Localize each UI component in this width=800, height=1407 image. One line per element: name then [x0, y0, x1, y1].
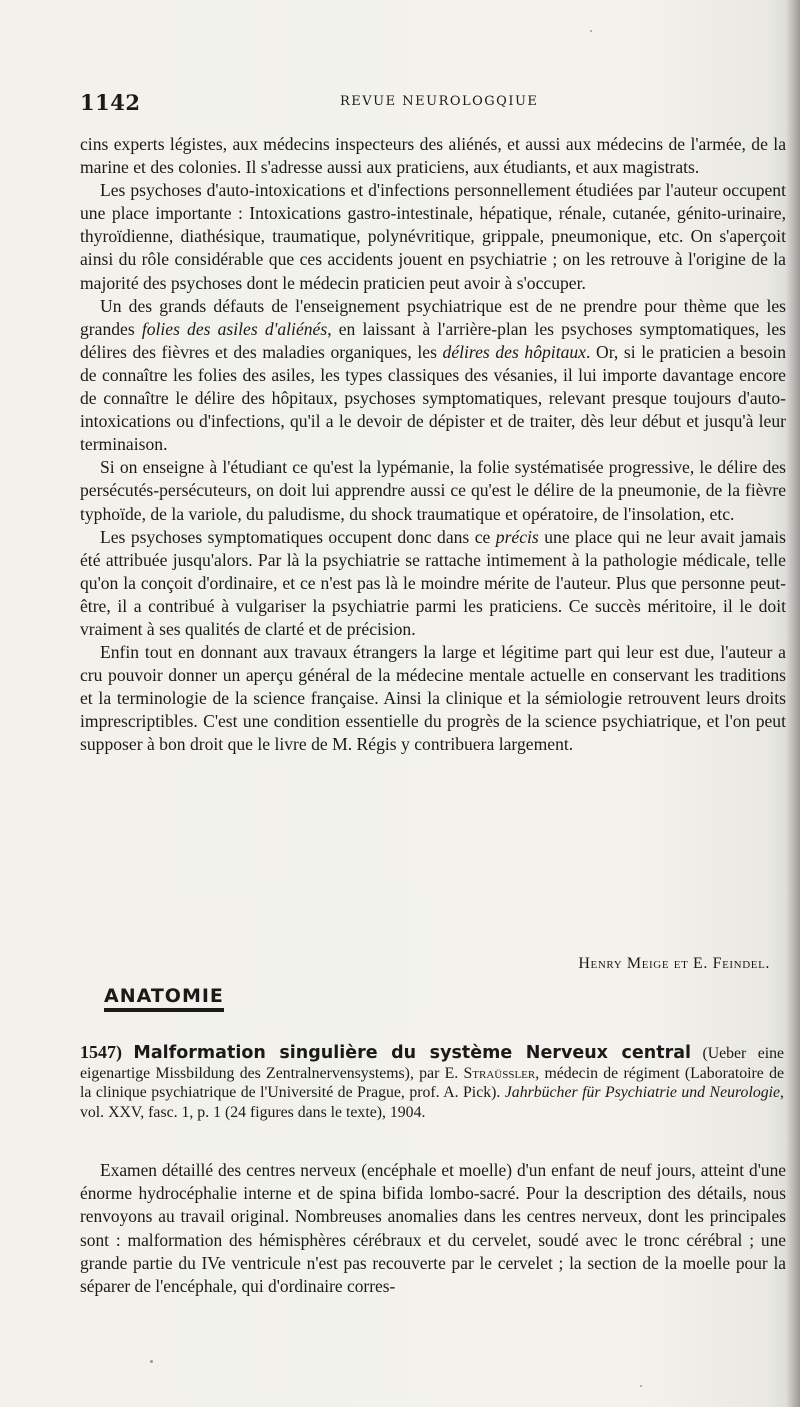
page-number: 1142	[80, 90, 141, 115]
text-run: une place qui ne leur avait jamais été attribuée jusqu'alors. Par là la psychiatrie se rattache intimement à la pathologie médicale, telle qu'on la conçoit d'ordinaire, et ce n'est pas là le moindre mérite de l'auteur. Plus que personne peut-être, il a contribué à vulgariser la psychiatrie parmi les praticiens. Ce succès méritoire, il le doit vraiment à ses qualités de clarté et de précision.	[80, 526, 786, 639]
text-run: , en laissant à l'arrière-plan les psychoses symptomatiques, les délires des fièvres et des maladies organiques, les	[80, 318, 786, 362]
text-run: , médecin de régiment (Laboratoire de la clinique psychiatrique de l'Université de Prague, prof. A. Pick).	[80, 1064, 785, 1101]
review-paragraph-5	[80, 526, 786, 641]
entry-number: 1547)	[80, 1042, 122, 1062]
text-run: , vol. XXV, fasc. 1, p. 1 (24 figures dans le texte), 1904.	[80, 1084, 784, 1121]
entry-abstract-paragraph: Examen détaillé des centres nerveux (encéphale et moelle) d'un enfant de neuf jours, atteint d'une énorme hydrocéphalie interne et de spina bifida lombo-sacré. Pour la description des détails, nous renvoyons au travail original. Nombreuses anomalies dans les centres nerveux, dont les principales sont : malformation des hémisphères cérébraux et du cervelet, soudé avec le tronc cérébral ; une grande partie du IVe ventricule n'est pas recouverte par le cervelet ; la section de la moelle pour la séparer de l'encéphale, qui d'ordinaire corres-	[80, 1160, 786, 1297]
entry-author: E. Straüssler	[444, 1064, 536, 1082]
italic-phrase: délires des hôpitaux	[442, 341, 586, 362]
review-signature: Henry Meige et E. Feindel.	[578, 955, 770, 972]
text-run: . Or, si le praticien a besoin de connaître les folies des asiles, les types classiques des vésanies, il lui importe davantage encore de connaître le délire des hôpitaux, psychoses symptomatiques, relevant presque toujours d'auto-intoxications ou d'infections, qu'il a le devoir de dépister et de traiter, dès leur début et jusqu'à leur terminaison.	[80, 341, 786, 455]
section-heading: ANATOMIE	[104, 985, 224, 1012]
text-run: Un des grands défauts de l'enseignement psychiatrique est de ne prendre pour thème que les grandes	[80, 295, 786, 339]
paper-speck	[150, 1360, 153, 1363]
entry-reference	[80, 1043, 784, 1122]
review-paragraph-1: cins experts légistes, aux médecins inspecteurs des aliénés, et aussi aux médecins de l'armée, de la marine et des colonies. Il s'adresse aussi aux praticiens, aux étudiants, et aux magistrats.	[80, 134, 786, 178]
page-edge-shadow	[786, 0, 800, 1407]
entry-abstract	[80, 1159, 786, 1298]
italic-phrase: folies des asiles d'aliénés	[141, 318, 328, 339]
review-paragraph-4: Si on enseigne à l'étudiant ce qu'est la lypémanie, la folie systématisée progressive, le délire des persécutés-persécuteurs, on doit lui apprendre aussi ce qu'est le délire de la pneumonie, de la fièvre typhoïde, de la variole, du paludisme, du shock traumatique et opératoire, de l'insolation, etc.	[80, 457, 786, 524]
paper-speck	[590, 30, 592, 32]
text-run: (Ueber eine eigenartige Missbildung des Zentralnervensystems), par	[80, 1045, 785, 1082]
text-run: Les psychoses symptomatiques occupent donc dans ce	[100, 526, 496, 547]
entry-journal: Jahrbücher für Psychiatrie und Neurologie	[504, 1084, 781, 1101]
review-paragraph-6: Enfin tout en donnant aux travaux étrangers la large et légitime part qui leur est due, l'auteur a cru pouvoir donner un aperçu général de la médecine mentale actuelle en conservant les traditions et la terminologie de la science française. Ainsi la clinique et la sémiologie retrouvent leurs droits imprescriptibles. C'est une condition essentielle du progrès de la science psychiatrique, et l'on peut supposer à bon droit que le livre de M. Régis y contribuera largement.	[80, 642, 786, 755]
review-text	[80, 133, 786, 757]
running-title: REVUE NEUROLOGQIUE	[340, 94, 539, 109]
italic-phrase: précis	[495, 526, 539, 547]
review-paragraph-2: Les psychoses d'auto-intoxications et d'infections personnellement étudiées par l'auteur occupent une place importante : Intoxications gastro-intestinale, hépatique, rénale, cutanée, génito-urinaire, thyroïdienne, diathésique, traumatique, polynévritique, grippale, pneumonique, etc. On s'aperçoit ainsi du rôle considérable que ces accidents jouent en psychiatrie ; on les retrouve à l'origine de la majorité des psychoses dont le médecin praticien peut avoir à s'occuper.	[80, 180, 786, 293]
page-header	[80, 90, 780, 116]
bibliography-entry	[80, 1043, 784, 1122]
paper-speck	[640, 1385, 642, 1387]
entry-title: Malformation singulière du système Nerveux central	[133, 1043, 692, 1063]
review-paragraph-3	[80, 295, 786, 457]
